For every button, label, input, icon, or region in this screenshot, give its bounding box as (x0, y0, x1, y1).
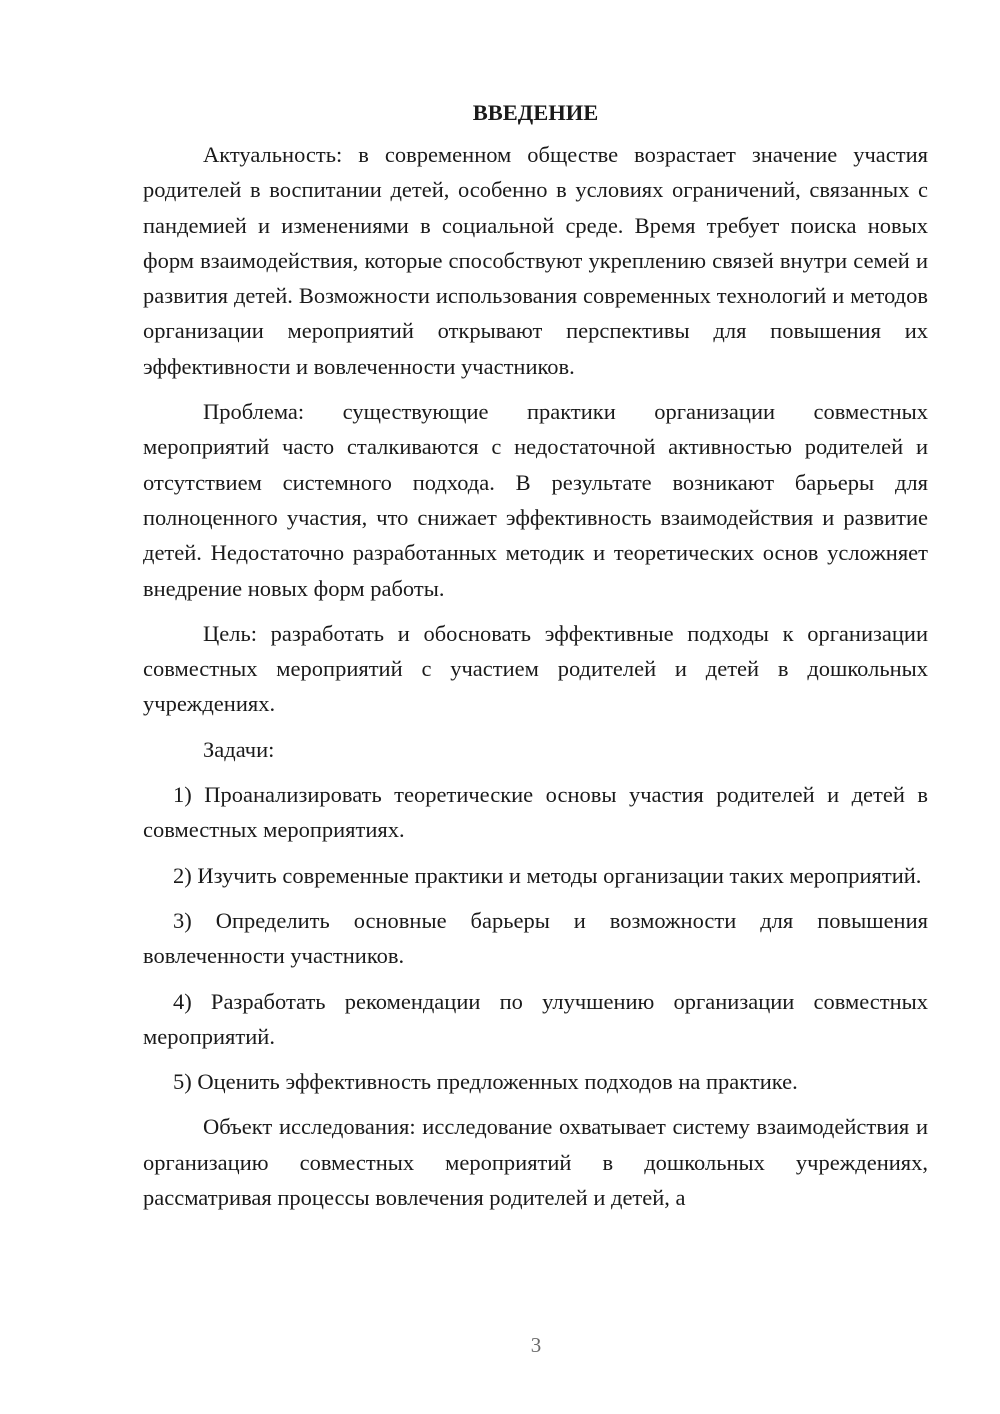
paragraph-relevance: Актуальность: в современном обществе возрастает значение участия родителей в воспитании детей, особенно в условиях ограничений, связанных с пандемией и изменениями в социальной среде. Время требует поиска новых форм взаимодействия, которые способствуют укреплению связей внутри семей и развития детей. Возможности использования современных технологий и методов организации мероприятий открывают перспективы для повышения их эффективности и вовлеченности участников. (143, 142, 928, 379)
task-item: 2) Изучить современные практики и методы организации таких мероприятий. (173, 862, 922, 888)
task-item: 3) Определить основные барьеры и возможности для повышения вовлеченности участников. (143, 907, 928, 969)
task-item: 4) Разработать рекомендации по улучшению организации совместных мероприятий. (143, 988, 928, 1049)
paragraph-problem: Проблема: существующие практики организации совместных мероприятий часто сталкиваются с недостаточной активностью родителей и отсутствием системного подхода. В результате возникают барьеры для полноценного участия, что снижает эффективность взаимодействия и развитие детей. Недостаточно разработанных методик и теоретических основ усложняет внедрение новых форм работы. (143, 399, 928, 601)
paragraph-goal: Цель: разработать и обосновать эффективные подходы к организации совместных мероприятий с участием родителей и детей в дошкольных учреждениях. (143, 620, 928, 717)
page-number: 3 (530, 1333, 542, 1357)
task-list (143, 777, 928, 1099)
task-item: 1) Проанализировать теоретические основы участия родителей и детей в совместных мероприятиях. (143, 782, 928, 843)
page-title: ВВЕДЕНИЕ (472, 100, 599, 125)
document-page (143, 95, 928, 1225)
paragraph-object: Объект исследования: исследование охватывает систему взаимодействия и организацию совместных мероприятий в дошкольных учреждениях, рассматривая процессы вовлечения родителей и детей, а (143, 1114, 928, 1211)
tasks-heading: Задачи: (203, 736, 275, 762)
task-item: 5) Оценить эффективность предложенных подходов на практике. (173, 1069, 798, 1095)
